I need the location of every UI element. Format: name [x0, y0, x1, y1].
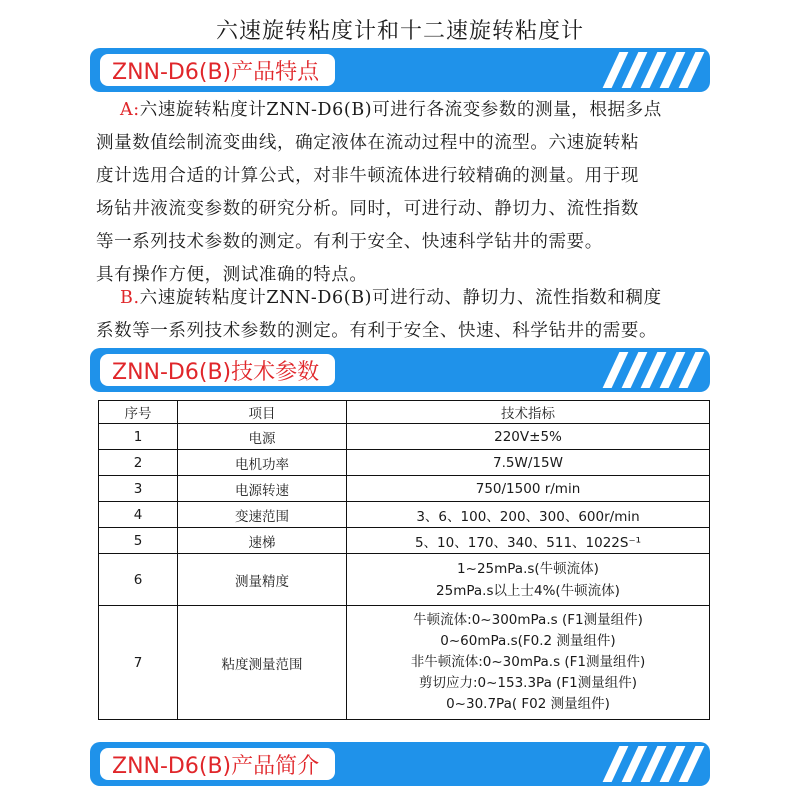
- row-spec: 7.5W/15W: [347, 450, 710, 476]
- table-row: [99, 450, 710, 476]
- table-row: [99, 554, 710, 606]
- row-no: 4: [99, 502, 178, 528]
- spec-line: 25mPa.s以上士4%(牛顿流体): [436, 582, 620, 599]
- row-item: 变速范围: [178, 502, 347, 528]
- row-spec: [347, 554, 710, 606]
- section-banner-features: [90, 48, 710, 92]
- paragraph-b-line: 六速旋转粘度计ZNN-D6(B)可进行动、静切力、流性指数和稠度: [139, 288, 662, 308]
- paragraph-a-line: 测量数值绘制流变曲线，确定液体在流动过程中的流型。六速旋转粘: [96, 133, 639, 153]
- paragraph-a-line: 场钻井液流变参数的研究分析。同时，可进行动、静切力、流性指数: [96, 199, 639, 219]
- stripe-decoration: [576, 746, 696, 782]
- section-title-specs: ZNN-D6(B)技术参数: [100, 354, 335, 386]
- row-spec: [347, 606, 710, 720]
- paragraph-a-line: 等一系列技术参数的测定。有利于安全、快速科学钻井的需要。: [96, 232, 603, 252]
- table-row: [99, 502, 710, 528]
- row-spec: 750/1500 r/min: [347, 476, 710, 502]
- section-title-features: ZNN-D6(B)产品特点: [100, 54, 335, 86]
- row-spec: 220V±5%: [347, 424, 710, 450]
- paragraph-b-lead: B.: [120, 288, 140, 308]
- stripe-decoration: [576, 52, 696, 88]
- row-no: 1: [99, 424, 178, 450]
- header-cell-spec: 技术指标: [347, 401, 710, 424]
- spec-line: 非牛顿流体:0~30mPa.s (F1测量组件): [410, 654, 646, 670]
- section-title-intro: ZNN-D6(B)产品简介: [100, 748, 335, 780]
- spec-line: 1~25mPa.s(牛顿流体): [457, 560, 599, 577]
- row-item: 电源转速: [178, 476, 347, 502]
- row-no: 6: [99, 554, 178, 606]
- header-cell-item: 项目: [178, 401, 347, 424]
- header-cell-no: 序号: [99, 401, 178, 424]
- paragraph-a-lead: A:: [120, 100, 140, 120]
- table-row: [99, 606, 710, 720]
- row-item: 速梯: [178, 528, 347, 554]
- spec-line: 剪切应力:0~153.3Pa (F1测量组件): [418, 675, 638, 691]
- row-spec: 5、10、170、340、511、1022S⁻¹: [347, 528, 710, 554]
- row-no: 3: [99, 476, 178, 502]
- section-banner-specs: [90, 348, 710, 392]
- section-banner-intro: [90, 742, 710, 786]
- row-spec: 3、6、100、200、300、600r/min: [347, 502, 710, 528]
- row-item: 测量精度: [178, 554, 347, 606]
- row-item: 电机功率: [178, 450, 347, 476]
- spec-line: 0~30.7Pa( F02 测量组件): [446, 696, 610, 712]
- table-row: [99, 528, 710, 554]
- row-item: 电源: [178, 424, 347, 450]
- spec-line: 牛顿流体:0~300mPa.s (F1测量组件): [413, 612, 643, 628]
- spec-line: 0~60mPa.s(F0.2 测量组件): [440, 633, 616, 649]
- row-item: 粘度测量范围: [178, 606, 347, 720]
- table-header-row: [99, 401, 710, 424]
- paragraph-b: [96, 282, 716, 348]
- row-no: 2: [99, 450, 178, 476]
- paragraph-a-line: 具有操作方便，测试准确的特点。: [96, 265, 368, 285]
- row-no: 5: [99, 528, 178, 554]
- table-row: [99, 476, 710, 502]
- stripe-decoration: [576, 352, 696, 388]
- paragraph-a: [96, 94, 716, 292]
- row-no: 7: [99, 606, 178, 720]
- spec-table: [98, 400, 710, 720]
- table-row: [99, 424, 710, 450]
- page-title: 六速旋转粘度计和十二速旋转粘度计: [215, 19, 584, 44]
- paragraph-a-line: 度计选用合适的计算公式，对非牛顿流体进行较精确的测量。用于现: [96, 166, 639, 186]
- paragraph-a-line: 六速旋转粘度计ZNN-D6(B)可进行各流变参数的测量，根据多点: [139, 100, 662, 120]
- paragraph-b-line: 系数等一系列技术参数的测定。有利于安全、快速、科学钻井的需要。: [96, 321, 658, 341]
